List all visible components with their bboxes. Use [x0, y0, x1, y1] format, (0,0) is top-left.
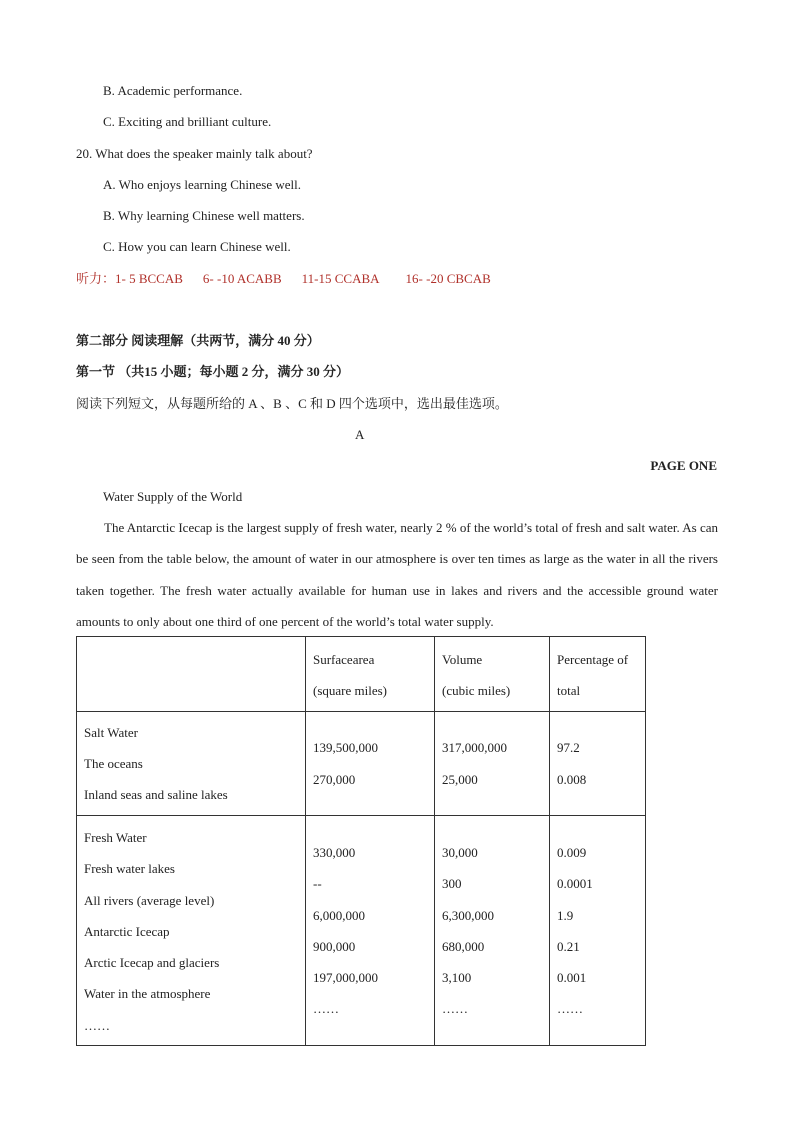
fresh-volume-value: 30,000	[442, 845, 478, 860]
salt-percentage-value: 0.008	[557, 771, 587, 787]
fresh-volume-value: 300	[442, 876, 462, 892]
q20-option-b: B. Why learning Chinese well matters.	[103, 208, 305, 223]
fresh-surface-value: 900,000	[313, 938, 356, 954]
fresh-percentage-value: 0.21	[557, 938, 580, 954]
fresh-surface-value: --	[313, 876, 322, 892]
fresh-label: Arctic Icecap and glaciers	[84, 955, 220, 971]
fresh-surface-value: ……	[313, 1001, 339, 1017]
header-volume-line2: (cubic miles)	[442, 683, 511, 699]
q20-option-c: C. How you can learn Chinese well.	[103, 239, 291, 254]
fresh-percentage-value: 0.009	[557, 845, 587, 860]
answers-group-3: 11-15 CCABA	[301, 271, 380, 286]
fresh-surface-cell	[306, 816, 435, 1046]
salt-label: Inland seas and saline lakes	[84, 787, 228, 803]
answers-group-4: 16- -20 CBCAB	[405, 271, 491, 286]
fresh-percentage-cell	[550, 816, 646, 1046]
fresh-label: Fresh water lakes	[84, 861, 175, 877]
fresh-percentage-value: 0.0001	[557, 876, 593, 892]
fresh-volume-cell	[435, 816, 550, 1046]
header-cell-volume	[435, 637, 550, 712]
fresh-label: Fresh Water	[84, 830, 147, 845]
salt-percentage-value: 97.2	[557, 740, 580, 756]
passage-body: The Antarctic Icecap is the largest supply of fresh water, nearly 2 % of the world’s total of fresh and salt water. As can be seen from the table below, the amount of water in our atmosphere is over ten times as large as the water in all the rivers taken together. The fresh water actually available for human use in lakes and rivers and the accessible ground water amounts to only about one third of one percent of the world’s total water supply.	[76, 520, 719, 629]
fresh-percentage-value: ……	[557, 1001, 583, 1017]
fresh-label: Antarctic Icecap	[84, 923, 170, 939]
salt-surface-value: 139,500,000	[313, 740, 378, 756]
fresh-surface-value: 197,000,000	[313, 970, 378, 986]
fresh-volume-value: 3,100	[442, 970, 472, 986]
subsection-title: 第一节 （共15 小题；每小题 2 分，满分 30 分）	[76, 364, 350, 379]
header-percentage-line1: Percentage of	[557, 652, 629, 667]
q20-option-a: A. Who enjoys learning Chinese well.	[103, 177, 301, 192]
answers-label: 听力：	[76, 271, 116, 286]
table-header-row	[77, 637, 646, 712]
fresh-percentage-value: 0.001	[557, 970, 587, 986]
header-surface-line2: (square miles)	[313, 683, 388, 699]
header-surface-line1: Surfacearea	[313, 652, 375, 667]
fresh-label: ……	[84, 1017, 110, 1033]
header-cell-empty	[77, 637, 306, 712]
fresh-volume-value: ……	[442, 1001, 468, 1017]
q19-option-b: B. Academic performance.	[103, 83, 243, 98]
salt-label: The oceans	[84, 755, 143, 771]
listening-answers	[76, 271, 491, 287]
instruction: 阅读下列短文，从每题所给的 A 、B 、C 和 D 四个选项中，选出最佳选项。	[76, 396, 508, 411]
salt-label: Salt Water	[84, 724, 138, 740]
salt-labels-cell	[77, 712, 306, 816]
answers-group-2: 6- -10 ACABB	[202, 271, 282, 286]
header-cell-surface	[306, 637, 435, 712]
answers-group-1: 1- 5 BCCAB	[115, 271, 183, 286]
salt-volume-cell	[435, 712, 550, 816]
fresh-volume-value: 6,300,000	[442, 907, 494, 923]
fresh-volume-value: 680,000	[442, 938, 485, 954]
header-cell-percentage	[550, 637, 646, 712]
fresh-surface-value: 330,000	[313, 845, 356, 860]
table-row-fresh-water	[77, 816, 646, 1046]
table-row-salt-water	[77, 712, 646, 816]
passage-title: Water Supply of the World	[103, 489, 243, 504]
water-supply-table	[76, 636, 646, 1046]
passage-letter: A	[355, 427, 365, 442]
salt-volume-value: 317,000,000	[442, 740, 507, 756]
part-title: 第二部分 阅读理解（共两节，满分 40 分）	[76, 333, 320, 348]
header-percentage-line2: total	[557, 683, 581, 699]
fresh-labels-cell	[77, 816, 306, 1046]
fresh-label: Water in the atmosphere	[84, 986, 211, 1002]
fresh-surface-value: 6,000,000	[313, 907, 365, 923]
fresh-percentage-value: 1.9	[557, 907, 574, 923]
q19-option-c: C. Exciting and brilliant culture.	[103, 114, 272, 129]
salt-surface-value: 270,000	[313, 771, 356, 787]
q20-stem: 20. What does the speaker mainly talk about?	[76, 146, 313, 161]
salt-percentage-cell	[550, 712, 646, 816]
salt-volume-value: 25,000	[442, 771, 478, 787]
page-label: PAGE ONE	[650, 458, 717, 473]
salt-surface-cell	[306, 712, 435, 816]
header-volume-line1: Volume	[442, 652, 483, 667]
fresh-label: All rivers (average level)	[84, 892, 215, 908]
